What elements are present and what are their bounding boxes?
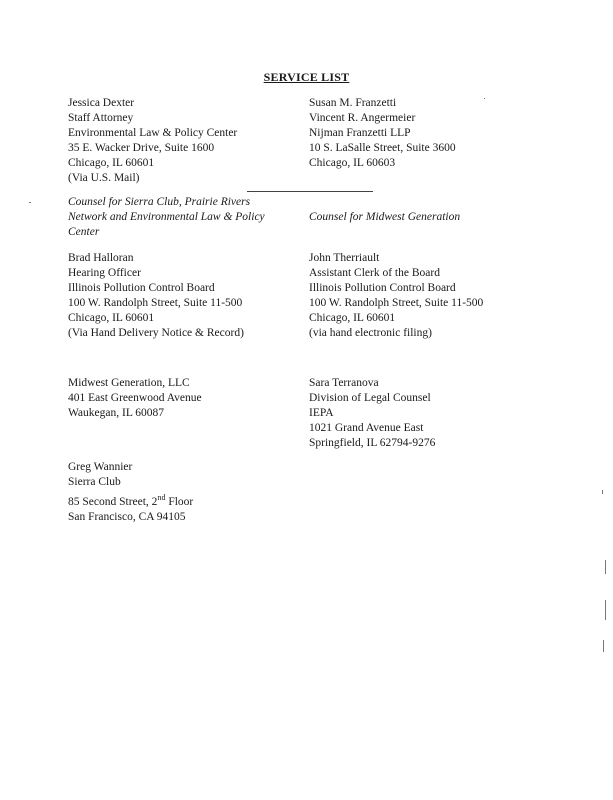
recipient-city: San Francisco, CA 94105	[68, 510, 186, 523]
counsel-line: Counsel for Sierra Club, Prairie Rivers	[68, 196, 251, 208]
recipient-midwest-generation	[68, 376, 202, 421]
recipient-city: Springfield, IL 62794-9276	[309, 437, 436, 449]
recipient-street: 100 W. Randolph Street, Suite 11-500	[68, 297, 243, 309]
recipient-title: Assistant Clerk of the Board	[309, 267, 440, 279]
recipient-org: Nijman Franzetti LLP	[309, 127, 411, 139]
recipient-street: 10 S. LaSalle Street, Suite 3600	[309, 142, 456, 154]
recipient-division: Division of Legal Counsel	[309, 392, 431, 404]
recipient-title: Staff Attorney	[68, 112, 134, 124]
recipient-delivery: (Via U.S. Mail)	[68, 172, 140, 184]
street-text: 85 Second Street, 2	[68, 495, 158, 508]
recipient-name: Greg Wannier	[68, 461, 133, 473]
recipient-name: John Therriault	[309, 252, 380, 264]
recipient-title: Hearing Officer	[68, 267, 141, 279]
recipient-street: 401 East Greenwood Avenue	[68, 392, 202, 404]
recipient-street: 1021 Grand Avenue East	[309, 422, 424, 434]
recipient-name: Vincent R. Angermeier	[309, 112, 416, 124]
recipient-name: Brad Halloran	[68, 252, 134, 264]
counsel-sierra-club	[68, 195, 265, 240]
scan-speck	[605, 600, 606, 620]
counsel-line: Counsel for Midwest Generation	[309, 211, 461, 223]
recipient-name: Jessica Dexter	[68, 97, 135, 109]
recipient-org: Sierra Club	[68, 476, 121, 488]
recipient-halloran	[68, 251, 244, 341]
page-title: SERVICE LIST	[263, 70, 350, 84]
divider-line	[247, 191, 373, 192]
recipient-dexter	[68, 96, 237, 186]
recipient-franzetti	[309, 96, 456, 171]
recipient-org: Illinois Pollution Control Board	[68, 282, 215, 294]
counsel-midwest-generation	[309, 210, 460, 225]
recipient-name: Susan M. Franzetti	[309, 97, 397, 109]
counsel-line: Network and Environmental Law & Policy	[68, 211, 265, 223]
recipient-city: Waukegan, IL 60087	[68, 407, 165, 419]
recipient-city: Chicago, IL 60603	[309, 157, 396, 169]
recipient-therriault	[309, 251, 483, 341]
recipient-org: IEPA	[309, 407, 334, 419]
recipient-delivery: (Via Hand Delivery Notice & Record)	[68, 327, 244, 339]
recipient-org: Midwest Generation, LLC	[68, 377, 190, 389]
recipient-wannier	[68, 460, 193, 525]
recipient-terranova	[309, 376, 435, 451]
scan-speck	[603, 640, 604, 652]
recipient-street: 100 W. Randolph Street, Suite 11-500	[309, 297, 484, 309]
recipient-delivery: (via hand electronic filing)	[309, 327, 432, 339]
counsel-line: Center	[68, 226, 100, 238]
recipient-org: Illinois Pollution Control Board	[309, 282, 456, 294]
recipient-street	[68, 490, 193, 510]
recipient-street: 35 E. Wacker Drive, Suite 1600	[68, 142, 215, 154]
recipient-name: Sara Terranova	[309, 377, 379, 389]
scan-speck	[605, 560, 606, 574]
floor-text: Floor	[168, 495, 194, 508]
scan-speck	[484, 98, 485, 99]
scan-speck	[602, 490, 603, 494]
recipient-city: Chicago, IL 60601	[309, 312, 396, 324]
recipient-city: Chicago, IL 60601	[68, 312, 155, 324]
recipient-city: Chicago, IL 60601	[68, 157, 155, 169]
scan-speck	[29, 202, 31, 203]
recipient-org: Environmental Law & Policy Center	[68, 127, 238, 139]
ordinal-suffix: nd	[157, 493, 166, 502]
